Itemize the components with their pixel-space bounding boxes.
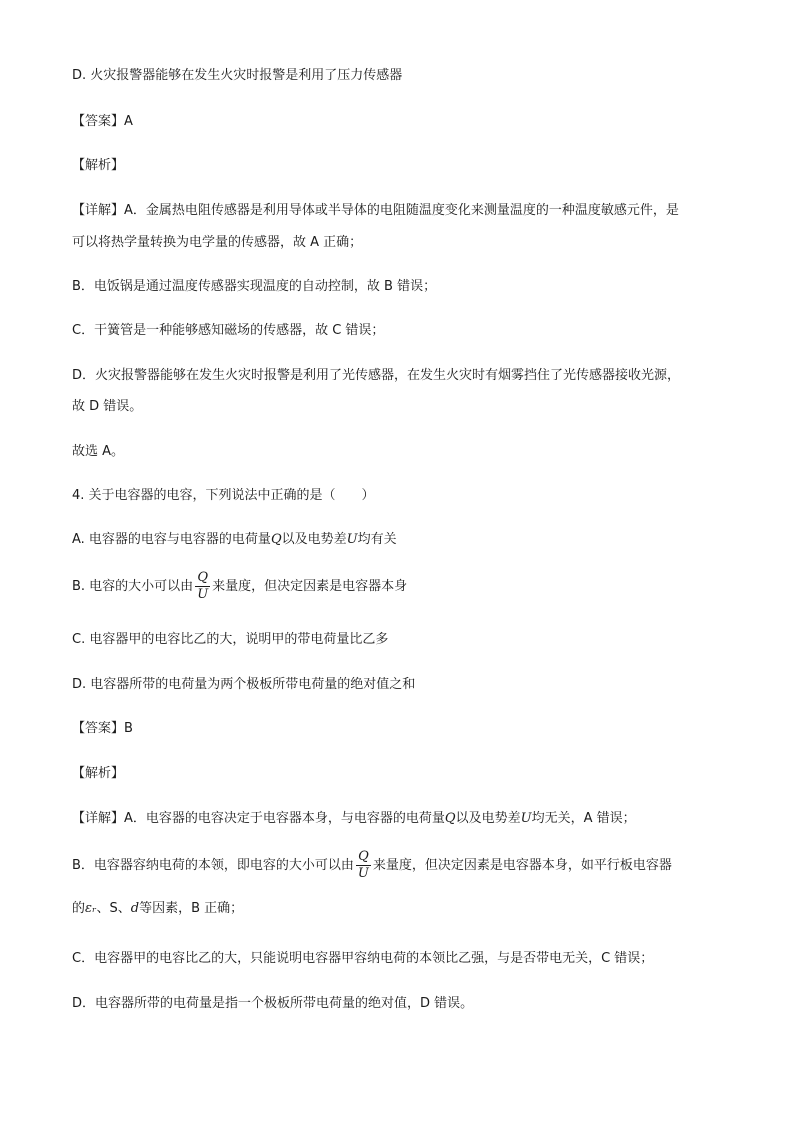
q4-option-a-text: A. 电容器的电容与电容器的电荷量 bbox=[72, 532, 271, 547]
q4-detail-a-text-end: 均无关，A 错误； bbox=[531, 811, 636, 826]
q4-detail-a-text: 【详解】A．电容器的电容决定于电容器本身，与电容器的电荷量 bbox=[72, 811, 445, 826]
q4-option-a bbox=[72, 531, 397, 549]
q3-analysis-heading: 【解析】 bbox=[72, 158, 125, 173]
q4-option-b-text: B. 电容的大小可以由 bbox=[72, 579, 194, 594]
fraction-denominator: U bbox=[357, 866, 369, 881]
q4-analysis-heading: 【解析】 bbox=[72, 766, 125, 781]
q4-detail-b-text: B．电容器容纳电荷的本领，即电容的大小可以由 bbox=[72, 858, 354, 873]
q4-detail-b2-text-end: 等因素，B 正确； bbox=[139, 901, 244, 916]
symbol-q: Q bbox=[270, 532, 282, 547]
q4-option-a-text-mid: 以及电势差 bbox=[281, 532, 347, 547]
q4-answer: 【答案】B bbox=[72, 721, 133, 736]
fraction-q-over-u bbox=[356, 849, 371, 882]
q4-option-b-text-end: 来量度，但决定因素是电容器本身 bbox=[212, 579, 408, 594]
symbol-u: U bbox=[520, 811, 532, 826]
fraction-numerator: Q bbox=[356, 849, 371, 866]
q4-option-d: D. 电容器所带的电荷量为两个极板所带电荷量的绝对值之和 bbox=[72, 677, 416, 692]
q4-detail-d: D．电容器所带的电荷量是指一个极板所带电荷量的绝对值，D 错误。 bbox=[72, 996, 474, 1011]
q3-detail-d-line1: D．火灾报警器能够在发生火灾时报警是利用了光传感器，在发生火灾时有烟雾挡住了光传感器接收光源， bbox=[72, 368, 681, 383]
q4-detail-b2-text: 的 bbox=[72, 901, 86, 916]
q3-detail-a-line1: 【详解】A．金属热电阻传感器是利用导体或半导体的电阻随温度变化来测量温度的一种温度敏感元件，是 bbox=[72, 203, 679, 218]
q3-detail-d-line2: 故 D 错误。 bbox=[72, 399, 143, 414]
q3-detail-a-line2: 可以将热学量转换为电学量的传感器，故 A 正确； bbox=[72, 235, 363, 250]
q4-detail-c: C．电容器甲的电容比乙的大，只能说明电容器甲容纳电荷的本领比乙强，与是否带电无关，C 错误； bbox=[72, 951, 654, 966]
q4-detail-a bbox=[72, 810, 636, 828]
q4-detail-a-text-mid: 以及电势差 bbox=[455, 811, 521, 826]
q4-option-a-text-end: 均有关 bbox=[357, 532, 397, 547]
fraction-q-over-u bbox=[195, 570, 210, 603]
q3-detail-c: C．干簧管是一种能够感知磁场的传感器，故 C 错误； bbox=[72, 323, 385, 338]
q3-option-d: D. 火灾报警器能够在发生火灾时报警是利用了压力传感器 bbox=[72, 68, 403, 83]
symbol-d: d bbox=[130, 901, 140, 916]
q4-detail-b-line2 bbox=[72, 900, 243, 918]
q4-detail-b-line1 bbox=[72, 849, 672, 882]
symbol-u: U bbox=[346, 532, 358, 547]
symbol-epsilon-r: εᵣ bbox=[85, 901, 97, 916]
q4-detail-b2-text-mid: 、S、 bbox=[96, 901, 131, 916]
q3-conclusion: 故选 A。 bbox=[72, 444, 125, 459]
q3-answer: 【答案】A bbox=[72, 114, 133, 129]
q4-detail-b-text-end: 来量度，但决定因素是电容器本身，如平行板电容器 bbox=[372, 858, 672, 873]
q4-option-b bbox=[72, 570, 407, 603]
q4-stem: 4. 关于电容器的电容，下列说法中正确的是（ ） bbox=[72, 488, 375, 503]
q3-detail-b: B．电饭锅是通过温度传感器实现温度的自动控制，故 B 错误； bbox=[72, 279, 437, 294]
fraction-numerator: Q bbox=[195, 570, 210, 587]
q4-option-c: C. 电容器甲的电容比乙的大，说明甲的带电荷量比乙多 bbox=[72, 632, 389, 647]
fraction-denominator: U bbox=[197, 587, 209, 602]
symbol-q: Q bbox=[444, 811, 456, 826]
